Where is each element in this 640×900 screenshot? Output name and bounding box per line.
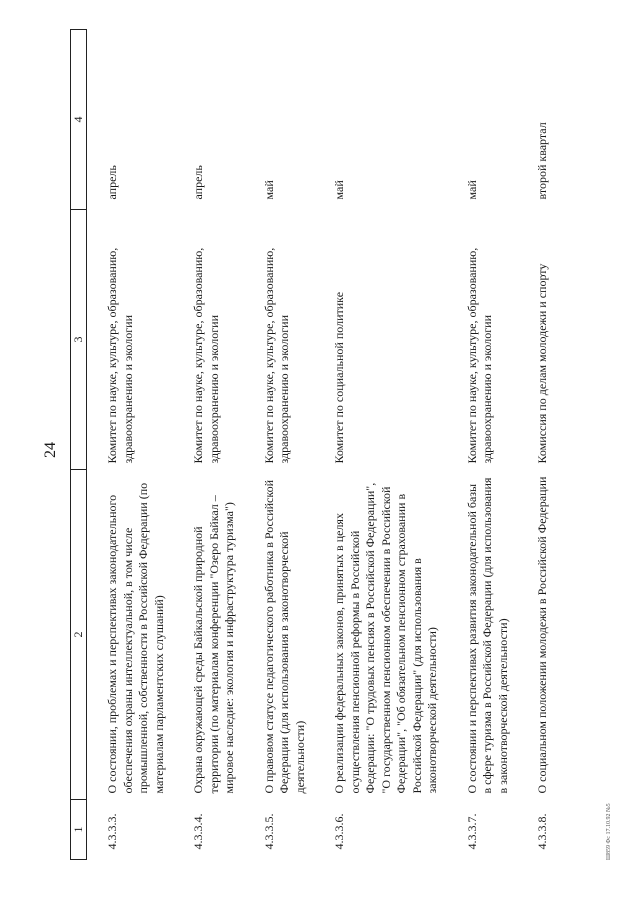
- row-title: О состоянии и перспективах развития законодательной базы в сфере туризма в Российской Федерации (для использования в законотворческой деятельности): [464, 477, 510, 794]
- table-row: [447, 30, 518, 860]
- table-row: [314, 30, 447, 860]
- row-code: 4.3.3.6.: [332, 813, 346, 850]
- page-number: 24: [42, 442, 59, 458]
- table-row: [173, 30, 244, 860]
- plan-table: [70, 29, 561, 860]
- row-term: май: [261, 180, 276, 200]
- row-code: 4.3.3.3.: [105, 813, 119, 850]
- row-code: 4.3.3.5.: [261, 813, 276, 850]
- row-committee: Комитет по науке, культуре, образованию, здравоохранению и экологии: [105, 247, 135, 464]
- header-col-3: 3: [71, 210, 87, 470]
- row-term: апрель: [105, 165, 119, 200]
- table-row: [87, 30, 174, 860]
- header-col-2: 2: [71, 470, 87, 800]
- header-col-4: 4: [71, 30, 87, 210]
- row-term: апрель: [191, 165, 205, 200]
- row-term: май: [464, 180, 479, 200]
- row-title: О правовом статусе педагогического работника в Российской Федерации (для использования в законотворческой деятельности): [261, 479, 307, 794]
- header-col-1: 1: [71, 800, 87, 860]
- print-mark: Ш859 Фс 17.10.92 №5: [606, 803, 612, 860]
- row-committee: Комитет по науке, культуре, образованию, здравоохранению и экологии: [261, 247, 291, 464]
- row-committee: Комитет по науке, культуре, образованию, здравоохранению и экологии: [464, 247, 494, 464]
- row-code: 4.3.3.4.: [191, 813, 205, 850]
- row-title: О реализации федеральных законов, принятых в целях осуществления пенсионной реформы в Российской Федерации: "О трудовых пенсиях в Российской Федерации", "О государственном пенсионном обеспечении в Российской Федерации", "Об обязательном пенсионном страховании в Российской Федерации" (для использования в законотворческой деятельности): [332, 482, 439, 794]
- row-title: О социальном положении молодежи в Российской Федерации: [535, 476, 549, 794]
- row-committee: Комитет по науке, культуре, образованию, здравоохранению и экологии: [191, 247, 221, 464]
- row-code: 4.3.3.8.: [535, 813, 549, 850]
- table-row: [244, 30, 315, 860]
- table-row: [517, 30, 561, 860]
- row-committee: Комитет по социальной политике: [332, 291, 346, 464]
- rotated-page: [40, 30, 620, 870]
- row-term: май: [332, 180, 346, 200]
- row-code: 4.3.3.7.: [464, 813, 479, 850]
- header-row: [71, 30, 87, 860]
- row-committee: Комиссия по делам молодежи и спорту: [535, 263, 549, 464]
- row-term: второй квартал: [535, 122, 549, 200]
- row-title: О состоянии, проблемах и перспективах законодательного обеспечения охраны интеллектуальной, в том числе промышленной, собственности в Российской Федерации (по материалам парламентских слушаний): [105, 482, 166, 794]
- row-title: Охрана окружающей среды Байкальской природной территории (по материалам конференции "Озеро Байкал – мировое наследие: экология и инфраструктура туризма"): [191, 495, 236, 794]
